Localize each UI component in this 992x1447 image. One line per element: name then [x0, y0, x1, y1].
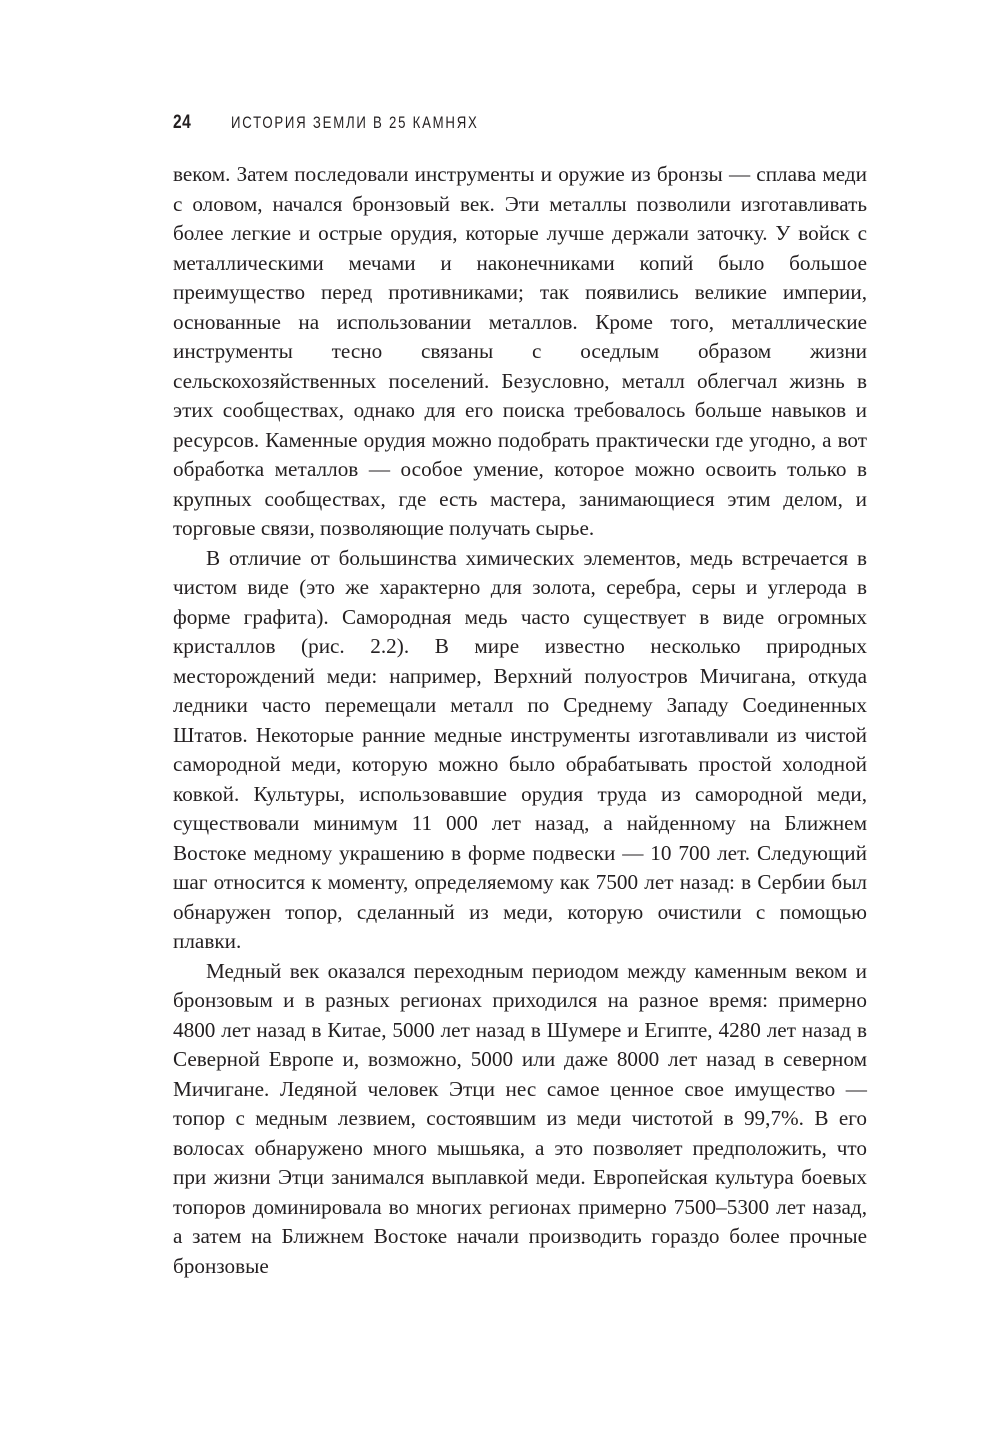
paragraph-continued: веком. Затем последовали инструменты и оружие из бронзы — сплава меди с оловом, начался бронзовый век. Эти металлы позволили изготавливать более легкие и острые орудия, которые лучше держали заточку. У войск с металлическими мечами и наконечниками копий было большое преимущество перед противниками; так появились великие империи, основанные на использовании металлов. Кроме того, металлические инструменты тесно связаны с оседлым образом жизни сельскохозяйственных поселений. Безусловно, металл облегчал жизнь в этих сообществах, однако для его поиска требовалось больше навыков и ресурсов. Каменные орудия можно подобрать практически где угодно, а вот обработка металлов — особое умение, которое можно освоить только в крупных сообществах, где есть мастера, занимающиеся этим делом, и торговые связи, позволяющие получать сырье. — [173, 162, 867, 540]
running-head — [173, 112, 873, 138]
body-text — [173, 160, 867, 1281]
paragraph-copper-age: Медный век оказался переходным периодом между каменным веком и бронзовым и в разных регионах приходился на разное время: примерно 4800 лет назад в Китае, 5000 лет назад в Шумере и Египте, 4280 лет назад в Северной Европе и, возможно, 5000 или даже 8000 лет назад в северном Мичигане. Ледяной человек Этци нес самое ценное свое имущество — топор с медным лезвием, состоявшим из меди чистотой в 99,7%. В его волосах обнаружено много мышьяка, а это позволяет предположить, что при жизни Этци занимался выплавкой меди. Европейская культура боевых топоров доминировала во многих регионах примерно 7500–5300 лет назад, а затем на Ближнем Востоке начали производить гораздо более прочные бронзовые — [173, 958, 867, 1278]
book-title: ИСТОРИЯ ЗЕМЛИ В 25 КАМНЯХ — [231, 114, 479, 132]
paragraph-native-copper: В отличие от большинства химических элементов, медь встречается в чистом виде (это же характерно для золота, серебра, серы и углерода в форме графита). Самородная медь часто существует в виде огромных кристаллов (рис. 2.2). В мире известно несколько природных месторождений меди: например, Верхний полуостров Мичигана, откуда ледники часто перемещали металл по Среднему Западу Соединенных Штатов. Некоторые ранние медные инструменты изготавливали из чистой самородной меди, которую можно было обрабатывать простой холодной ковкой. Культуры, использовавшие орудия труда из самородной меди, существовали минимум 11 000 лет назад, а найденному на Ближнем Востоке медному украшению в форме подвески — 10 700 лет. Следующий шаг относится к моменту, определяемому как 7500 лет назад: в Сербии был обнаружен топор, сделанный из меди, которую очистили с помощью плавки. — [173, 545, 867, 953]
page-number: 24 — [173, 112, 192, 133]
